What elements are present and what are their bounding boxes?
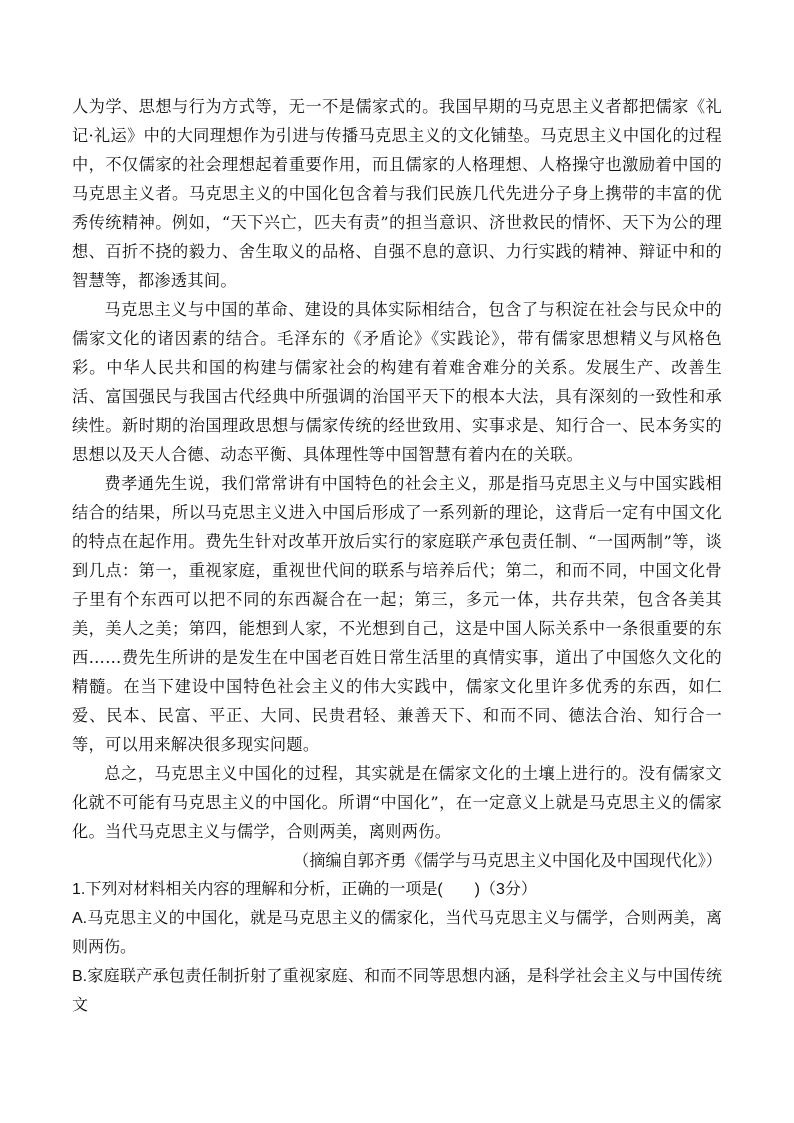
option-b: B.家庭联产承包责任制折射了重视家庭、和而不同等思想内涵，是科学社会主义与中国传统文 (72, 968, 722, 1014)
question-stem: 1.下列对材料相关内容的理解和分析，正确的一项是( )（3分） (72, 881, 537, 898)
article-paragraph-2: 马克思主义与中国的革命、建设的具体实际相结合，包含了与积淀在社会与民众中的儒家文化的诸因素的结合。毛泽东的《矛盾论》《实践论》，带有儒家思想精义与风格色彩。中华人民共和国的构建与儒家社会的构建有着难舍难分的关系。发展生产、改善生活、富国强民与我国古代经典中所强调的治国平天下的根本大法，具有深刻的一致性和承续性。新时期的治国理政思想与儒家传统的经世致用、实事求是、知行合一、民本务实的思想以及天人合德、动态平衡、具体理性等中国智慧有着内在的关联。 (72, 300, 722, 464)
article-paragraph-3: 费孝通先生说，我们常常讲有中国特色的社会主义，那是指马克思主义与中国实践相结合的结果，所以马克思主义进入中国后形成了一系列新的理论，这背后一定有中国文化的特点在起作用。费先生针对改革开放后实行的家庭联产承包责任制、“一国两制”等，谈到几点：第一，重视家庭，重视世代间的联系与培养后代；第二，和而不同，中国文化骨子里有个东西可以把不同的东西凝合在一起；第三，多元一体，共存共荣，包含各美其美，美人之美；第四，能想到人家，不光想到自己，这是中国人际关系中一条很重要的东西……费先生所讲的是发生在中国老百姓日常生活里的真情实事，道出了中国悠久文化的精髓。在当下建设中国特色社会主义的伟大实践中，儒家文化里许多优秀的东西，如仁爱、民本、民富、平正、大同、民贵君轻、兼善天下、和而不同、德法合治、知行合一等，可以用来解决很多现实问题。 (72, 474, 722, 754)
option-a: A.马克思主义的中国化，就是马克思主义的儒家化，当代马克思主义与儒学，合则两美，离则两伤。 (72, 910, 722, 956)
document-page (72, 92, 722, 1020)
article-paragraph-4: 总之，马克思主义中国化的过程，其实就是在儒家文化的土壤上进行的。没有儒家文化就不可能有马克思主义的中国化。所谓“中国化”，在一定意义上就是马克思主义的儒家化。当代马克思主义与儒学，合则两美，离则两伤。 (72, 764, 722, 841)
article-paragraph-1: 人为学、思想与行为方式等，无一不是儒家式的。我国早期的马克思主义者都把儒家《礼记·礼运》中的大同理想作为引进与传播马克思主义的文化铺垫。马克思主义中国化的过程中，不仅儒家的社会理想起着重要作用，而且儒家的人格理想、人格操守也激励着中国的马克思主义者。马克思主义的中国化包含着与我们民族几代先进分子身上携带的丰富的优秀传统精神。例如，“天下兴亡，匹夫有责”的担当意识、济世救民的情怀、天下为公的理想、百折不挠的毅力、舍生取义的品格、自强不息的意识、力行实践的精神、辩证中和的智慧等，都渗透其间。 (72, 97, 722, 290)
article-source: （摘编自郭齐勇《儒学与马克思主义中国化及中国现代化》） (293, 851, 722, 870)
